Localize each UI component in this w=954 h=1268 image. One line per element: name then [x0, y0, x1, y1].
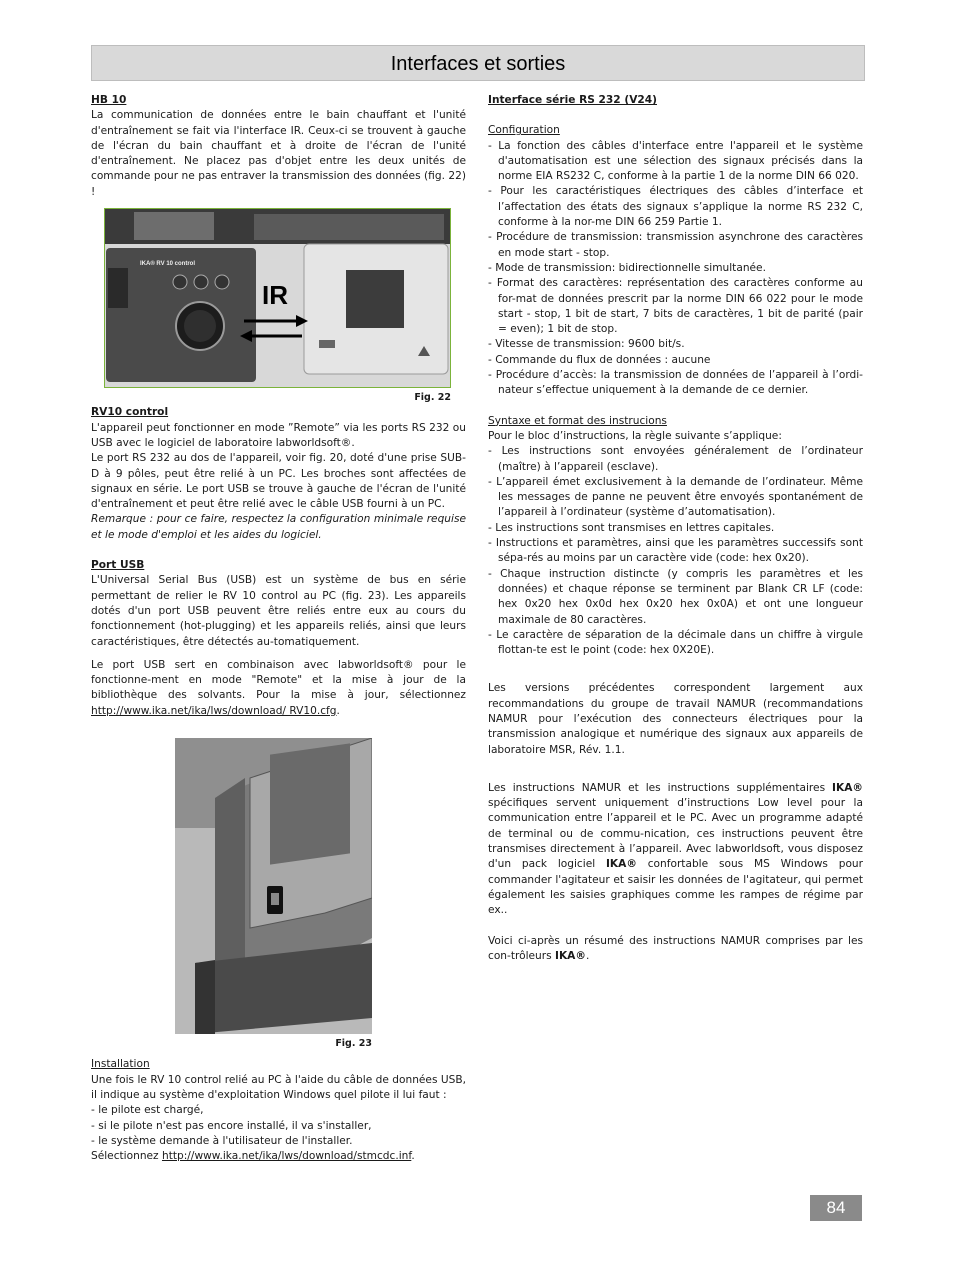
rv10-paragraph-2: Le port RS 232 au dos de l'appareil, voir fig. 20, doté d'une prise SUB-D à 9 pôles, peut être relié à un PC. Les broches sont affectées de signaux en série. Le port USB se trouve à gauche de l'écran de l'unité d'entraînement et peut être relié avec le câble USB fourni à un PC.	[91, 452, 466, 511]
stmcdc-link[interactable]: http://www.ika.net/ika/lws/download/stmcdc.inf	[161, 1150, 412, 1163]
left-column	[91, 93, 466, 1164]
syntax-heading: Syntaxe et format des instrucions	[488, 414, 667, 427]
list-item: - Mode de transmission: bidirectionnelle simultanée.	[488, 261, 766, 274]
fig22-brand: IKA® RV 10 control	[140, 261, 195, 268]
usb-paragraph-1: L'Universal Serial Bus (USB) est un système de bus en série permettant de relier le RV 10 control au PC (fig. 23). Les appareils dotés d'un port USB peuvent être reliés entre eux au cours du fonctionnement (hot-plugging) et les appareils reliés, ainsi que leurs caractéristiques, être détectés au-tomatiquement.	[91, 574, 466, 648]
page-number: 84	[810, 1195, 862, 1221]
list-item: - Commande du flux de données : aucune	[488, 353, 711, 366]
ika-brand: IKA®	[605, 858, 637, 871]
right-column	[488, 93, 863, 964]
list-item: - Le caractère de séparation de la décimale dans un chiffre à virgule flottan-te est le point (code: hex 0X20E).	[488, 628, 863, 657]
installation-select: Sélectionnez http://www.ika.net/ika/lws/download/stmcdc.inf.	[91, 1150, 415, 1163]
hb10-text: La communication de données entre le bain chauffant et l'unité d'entraînement se fait via l'interface IR. Ceux-ci se trouvent à gauche de l'écran du bain chauffant et à droite de l'écran de l'unité d'entraînement. Ne placez pas d'objet entre les deux unités de commande pour ne pas entraver la transmission des données (fig. 22) !	[91, 109, 466, 198]
rv10-cfg-link[interactable]: http://www.ika.net/ika/lws/download/ RV10.cfg	[91, 704, 337, 717]
syntax-list	[488, 444, 863, 658]
list-item: - Format des caractères: représentation des caractères conforme au for-mat de données prescrit par la norme DIN 66 022 pour le mode start - stop, 1 bit de start, 7 bits de caractères, 1 bit de parité (pair = even); 1 bit de stop.	[488, 277, 863, 336]
namur-paragraph-1: Les versions précédentes correspondent largement aux recommandations du groupe de travail NAMUR (recommandations NAMUR pour l’exécution des connecteurs électriques pour la transmission analogique et numérique des signaux aux appareils de laboratoire MSR, Rév. 1.1.	[488, 682, 863, 756]
figure-23	[175, 738, 372, 1051]
list-item: - Procédure d’accès: la transmission de données de l’appareil à l’ordi-nateur s’effectue uniquement à la demande de ce dernier.	[488, 369, 863, 397]
installation-list	[91, 1103, 466, 1149]
list-item: - Pour les caractéristiques électriques des câbles d’interface et l’affectation des états des signaux s’applique la norme RS 232 C, conforme à la nor-me DIN 66 259 Partie 1.	[488, 185, 863, 229]
fig23-caption: Fig. 23	[335, 1038, 372, 1050]
rv10-remark: Remarque : pour ce faire, respectez la configuration minimale requise et le mode d'emploi et les aides du logiciel.	[91, 513, 466, 541]
list-item: - Instructions et paramètres, ainsi que les paramètres successifs sont sépa-rés au moins par un caractère vide (code: hex 0x20).	[488, 537, 863, 565]
namur-paragraph-3: Voici ci-après un résumé des instructions NAMUR comprises par les con-trôleurs IKA®.	[488, 934, 863, 962]
list-item: - La fonction des câbles d'interface entre l'appareil et le système d'automatisation est une sélection des signaux précisés dans la norme EIA RS232 C, conforme à la partie 1 de la norme DIN 66 020.	[488, 139, 863, 183]
ika-brand: IKA®	[832, 781, 863, 794]
configuration-list	[488, 139, 863, 399]
fig23-image	[175, 738, 372, 1034]
page-title: Interfaces et sorties	[390, 53, 566, 75]
installation-paragraph: Une fois le RV 10 control relié au PC à l'aide du câble de données USB, il indique au système d'exploitation Windows quel pilote il lui faut :	[91, 1073, 466, 1101]
fig22-ir-label: IR	[262, 280, 288, 311]
list-item: - Chaque instruction distincte (y compris les paramètres et les données) et chaque réponse se terminent par Blank CR LF (code: hex 0x20 hex 0x0d hex 0x20 hex 0x0A) et ont une longueur maximale de 80 caractères.	[488, 567, 863, 626]
rv10-heading: RV10 control	[91, 406, 169, 419]
installation-heading: Installation	[91, 1058, 150, 1071]
list-item: - Vitesse de transmission: 9600 bit/s.	[488, 338, 685, 351]
installation-item: - le système demande à l'utilisateur de l'installer.	[91, 1134, 353, 1147]
installation-item: - si le pilote n'est pas encore installé, il va s'installer,	[91, 1119, 372, 1132]
hb10-heading: HB 10	[91, 94, 127, 106]
usb-heading: Port USB	[91, 559, 145, 572]
namur-paragraph-2: Les instructions NAMUR et les instructions supplémentaires IKA® spécifiques servent uniquement d’instructions Low level pour la communication entre l’appareil et le PC. Avec un programme adapté de terminal ou de commu-nication, ces instructions peuvent être transmises directement à l’appareil. Avec labworldsoft, vous disposez d'un pack logiciel IKA® confortable sous MS Windows pour commander l'agitateur et saisir les données de l'agitateur, qui permet également les saisies graphiques comme les rampes de régime par ex..	[488, 781, 863, 917]
configuration-heading: Configuration	[488, 124, 560, 137]
fig22-caption: Fig. 22	[414, 392, 451, 404]
list-item: - Les instructions sont envoyées généralement de l’ordinateur (maître) à l’appareil (esclave).	[488, 445, 863, 473]
figure-22	[104, 208, 451, 405]
rs232-heading: Interface série RS 232 (V24)	[488, 94, 657, 106]
list-item: - Les instructions sont transmises en lettres capitales.	[488, 521, 775, 534]
list-item: - L’appareil émet exclusivement à la demande de l’ordinateur. Même les messages de panne ne peuvent être envoyés spontanément de l’appareil à l’ordinateur (système d’automatisation).	[488, 475, 863, 519]
fig22-image	[104, 208, 451, 388]
rv10-paragraph-1: L'appareil peut fonctionner en mode ”Remote” via les ports RS 232 ou USB avec le logiciel de laboratoire labworldsoft®.	[91, 421, 466, 449]
page-header	[91, 45, 865, 81]
ika-brand: IKA®	[555, 949, 586, 962]
usb-paragraph-2: Le port USB sert en combinaison avec labworldsoft® pour le fonctionne-ment en mode "Remote" et la mise à jour de la bibliothèque des solvants. Pour la mise à jour, sélectionnez http://www.ika.net/ika/lws/download/ RV10.cfg.	[91, 658, 466, 717]
list-item: - Procédure de transmission: transmission asynchrone des caractères en mode start - stop.	[488, 231, 863, 259]
installation-item: - le pilote est chargé,	[91, 1104, 204, 1117]
syntax-intro: Pour le bloc d’instructions, la règle suivante s’applique:	[488, 429, 782, 442]
